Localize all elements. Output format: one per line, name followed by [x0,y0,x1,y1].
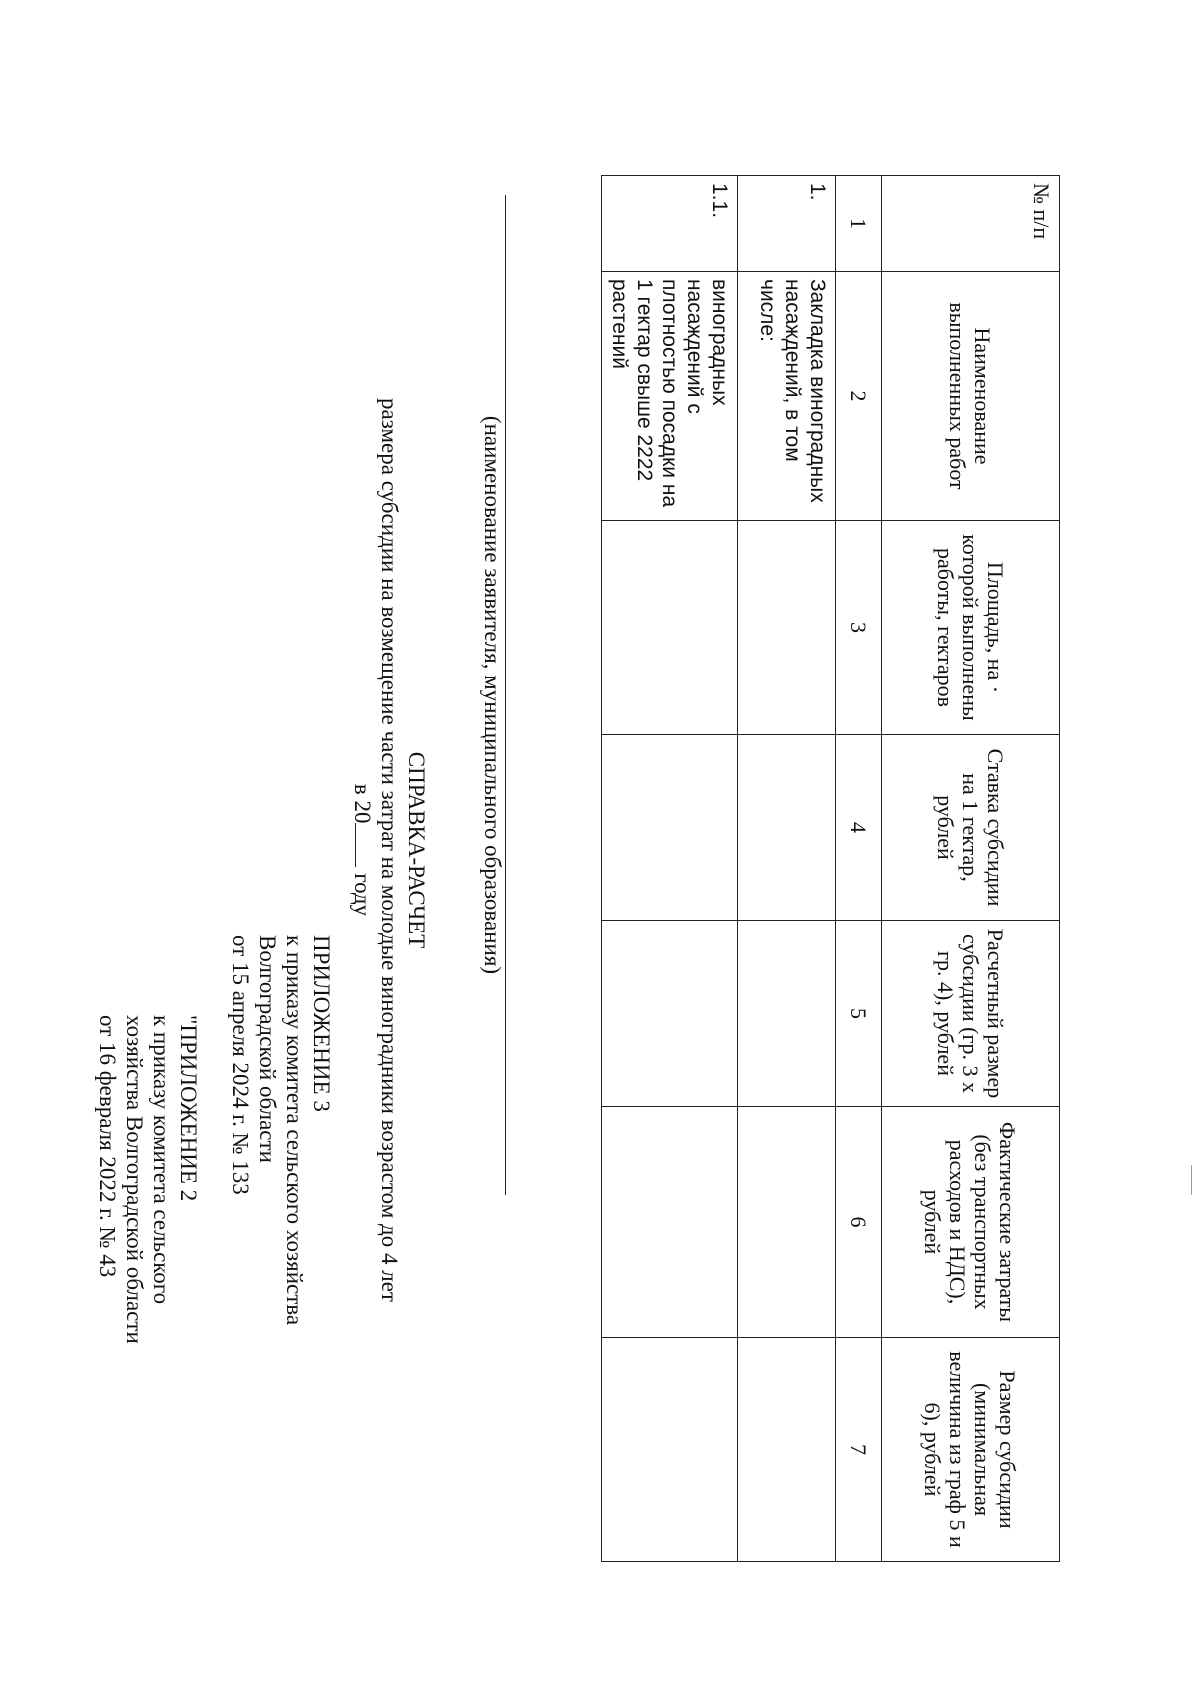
row-subsidy-amount [738,1338,836,1562]
year-line [349,360,376,1340]
header-cell: Ставка субсидии на 1 гектар, рублей [882,735,1060,921]
prev-appendix-line-2: хозяйства Волгоградской области [122,1015,147,1344]
column-number: 3 [836,521,882,735]
prev-appendix-title: "ПРИЛОЖЕНИЕ 2 [176,1015,201,1202]
row-area-value [602,521,738,735]
year-blank-field [355,823,376,867]
year-suffix: году [350,873,375,917]
row-calculated-subsidy [602,921,738,1107]
appendix-line-2: Волгоградской области [255,935,280,1163]
column-number: 1 [836,176,882,272]
row-area-value [738,521,836,735]
column-number: 4 [836,735,882,921]
header-cell: Размер субсидии (минимальная величина из граф 5 и 6), рублей [882,1338,1060,1562]
prev-appendix-line-3: от 16 февраля 2022 г. № 43 [95,1015,120,1278]
prev-appendix-line-1: к приказу комитета сельского [149,1015,174,1305]
appendix-3-header [227,935,335,1325]
appendix-line-3: от 15 апреля 2024 г. № 133 [228,935,253,1195]
table-row [738,176,836,1562]
table-row [602,176,738,1562]
row-actual-costs [738,1107,836,1338]
column-number-row [836,176,882,1562]
appendix-2-header [94,1015,202,1344]
row-rate-value [602,735,738,921]
row-number: 1. [738,176,836,272]
applicant-caption: (наименование заявителя, муниципального образования) [480,415,505,975]
header-cell: № п/п [882,176,1060,272]
row-number: 1.1. [602,176,738,272]
header-cell: Наименование выполненных работ [882,272,1060,521]
year-prefix: в 20 [350,783,375,824]
header-cell: Площадь, на · которой выполнены работы, гектаров [882,521,1060,735]
row-work-name: Закладка виноградных насаждений, в том числе: [738,272,836,521]
row-calculated-subsidy [738,921,836,1107]
row-actual-costs [602,1107,738,1338]
table-header-row [882,176,1060,1562]
column-number: 5 [836,921,882,1107]
appendix-title: ПРИЛОЖЕНИЕ 3 [309,935,334,1112]
scan-edge-mark [1191,1165,1192,1195]
row-work-name: виноградных насаждений с плотностью посадки на 1 гектар свыше 2222 растений [602,272,738,521]
document-title-block [349,360,430,1340]
column-number: 2 [836,272,882,521]
document-title: СПРАВКА-РАСЧЕТ [404,751,429,949]
header-cell: Расчетный размер субсидии (гр. 3 х гр. 4), рублей [882,921,1060,1107]
column-number: 6 [836,1107,882,1338]
header-cell: Фактические затраты (без транспортных расходов и НДС), рублей [882,1107,1060,1338]
row-rate-value [738,735,836,921]
column-number: 7 [836,1338,882,1562]
row-subsidy-amount [602,1338,738,1562]
subsidy-calculation-table [601,175,1060,1562]
appendix-line-1: к приказу комитета сельского хозяйства [282,935,307,1326]
document-subtitle: размера субсидии на возмещение части затрат на молодые виноградники возрастом до 4 лет [377,398,402,1302]
